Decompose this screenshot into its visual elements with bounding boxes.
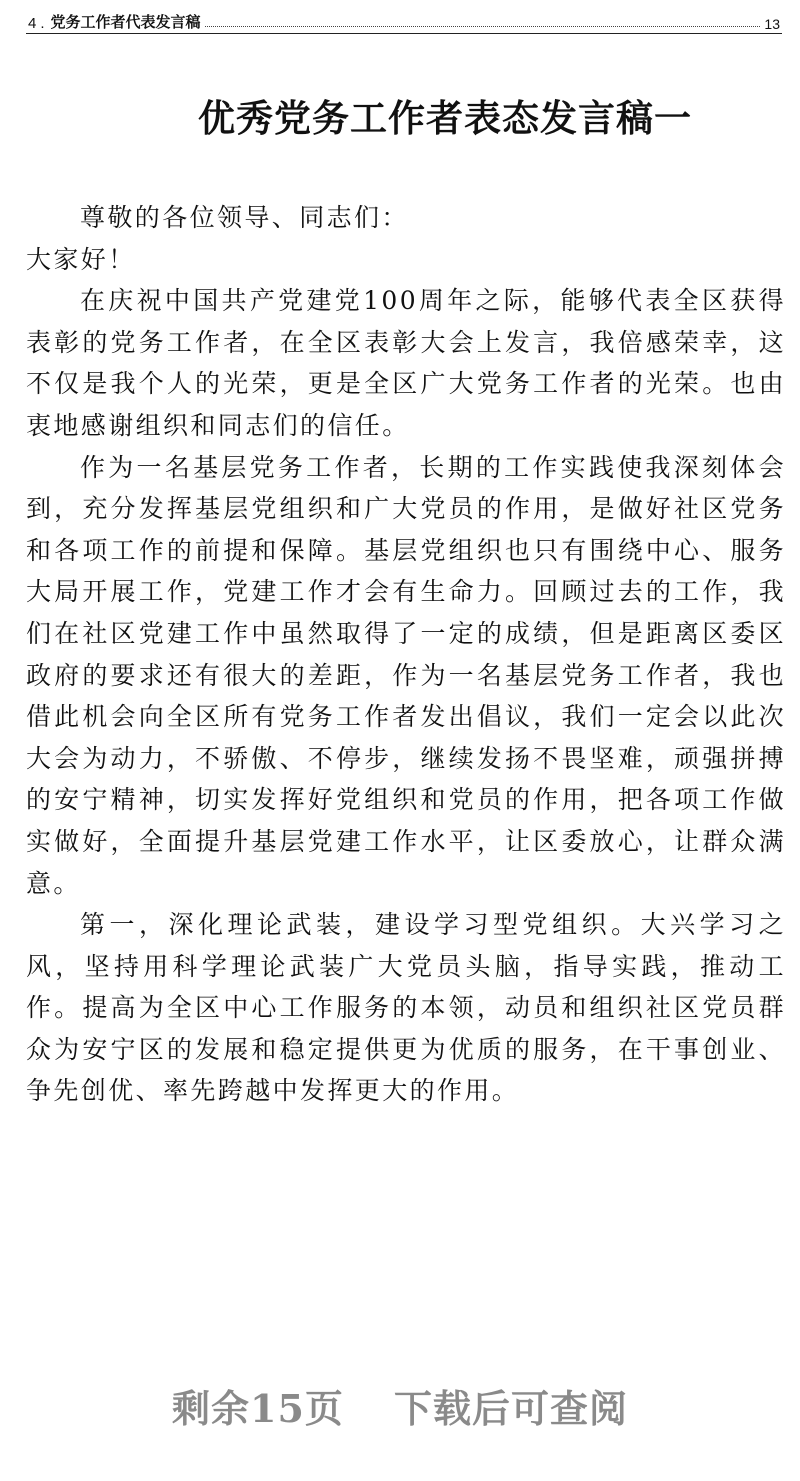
download-to-view-text: 下载后可查阅 xyxy=(393,1386,628,1431)
body-paragraph: 作为一名基层党务工作者，长期的工作实践使我深刻体会到，充分发挥基层党组织和广大党员的作用，是做好社区党务和各项工作的前提和保障。基层党组织也只有围绕中心、服务大局开展工作，党建工作才会有生命力。回顾过去的工作，我们在社区党建工作中虽然取得了一定的成绩，但是距离区委区政府的要求还有很大的差距，作为一名基层党务工作者，我也借此机会向全区所有党务工作者发出倡议，我们一定会以此次大会为动力，不骄傲、不停步，继续发扬不畏坚难，顽强拼搏的安宁精神，切实发挥好党组织和党员的作用，把各项工作做实做好，全面提升基层党建工作水平，让区委放心，让群众满意。 xyxy=(26,452,786,898)
header-section-number: 4 xyxy=(28,15,37,32)
header-page-number: 13 xyxy=(764,16,780,32)
header-section-dot: . xyxy=(40,15,45,32)
salutation-paragraph: 尊敬的各位领导、同志们： xyxy=(80,203,409,232)
running-header xyxy=(28,6,780,32)
body-paragraph: 第一，深化理论武装，建设学习型党组织。大兴学习之风，坚持用科学理论武装广大党员头脑，指导实践，推动工作。提高为全区中心工作服务的本领，动员和组织社区党员群众为安宁区的发展和稳定提供更为优质的服务，在干事创业、争先创优、率先跨越中发挥更大的作用。 xyxy=(26,910,786,1106)
document-title: 优秀党务工作者表态发言稿一 xyxy=(198,96,692,140)
download-prompt-banner[interactable] xyxy=(0,1378,800,1433)
header-dot-leader xyxy=(205,26,761,27)
remaining-pages-text: 剩余15页 xyxy=(172,1386,344,1431)
header-section-title: 党务工作者代表发言稿 xyxy=(50,13,201,31)
header-divider xyxy=(26,33,782,34)
body-paragraph: 在庆祝中国共产党建党100周年之际，能够代表全区获得表彰的党务工作者，在全区表彰大会上发言，我倍感荣幸，这不仅是我个人的光荣，更是全区广大党务工作者的光荣。也由衷地感谢组织和同志们的信任。 xyxy=(26,286,786,440)
document-body xyxy=(26,197,786,1112)
greeting-paragraph: 大家好！ xyxy=(26,244,136,274)
